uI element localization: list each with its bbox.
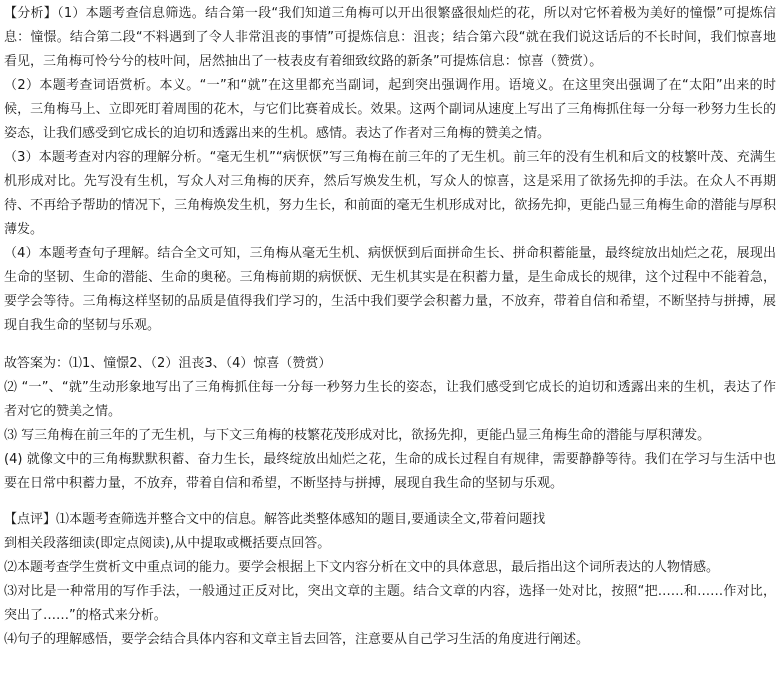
analysis-part-1: 【分析】（1）本题考查信息筛选。结合第一段“我们知道三角梅可以开出很繁盛很灿烂的花，所以对它怀着极为美好的憧憬”可提炼信息：憧憬。结合第二段“不料遇到了令人非常沮丧的事情”可提炼信息：沮丧；结合第六段“就在我们说这话后的不长时间，我们惊喜地看见，三角梅可怜兮兮的枝叶间，居然抽出了一枝表皮有着细致纹路的新条”可提炼信息：惊喜（赞赏）。 — [4, 6, 776, 69]
analysis-part-3: （3）本题考查对内容的理解分析。“毫无生机”“病恹恹”写三角梅在前三年的了无生机。前三年的没有生机和后文的枝繁叶茂、充满生机形成对比。先写没有生机，写众人对三角梅的厌弃，然后写焕发生机，写众人的惊喜，这是采用了欲扬先抑的手法。在众人不再期待、不再给予帮助的情况下，三角梅焕发生机，努力生长，和前面的毫无生机形成对比，欲扬先抑，更能凸显三角梅生命的潜能与厚积薄发。 — [4, 150, 776, 237]
answer-line-2: ⑵ “一”、“就”生动形象地写出了三角梅抓住每一分每一秒努力生长的姿态，让我们感受到它成长的迫切和透露出来的生机，表达了作者对它的赞美之情。 — [4, 380, 776, 419]
analysis-part-2: （2）本题考查词语赏析。本义。“一”和“就”在这里都充当副词，起到突出强调作用。语境义。在这里突出强调了在“太阳”出来的时候，三角梅马上、立即死盯着周围的花木，与它们比赛着成长。效果。这两个副词从速度上写出了三角梅抓住每一分每一秒努力生长的姿态，让我们感受到它成长的迫切和透露出来的生机。感情。表达了作者对三角梅的赞美之情。 — [4, 78, 776, 141]
comment-line-1a: 【点评】⑴本题考查筛选并整合文中的信息。解答此类整体感知的题目,要通读全文,带着问题找 — [4, 512, 546, 527]
section-gap — [4, 496, 776, 508]
comment-line-3: ⑶对比是一种常用的写作手法，一般通过正反对比，突出文章的主题。结合文章的内容，选择一处对比，按照“把……和……作对比，突出了……”的格式来分析。 — [4, 584, 776, 623]
answer-section — [4, 352, 776, 496]
comment-line-2: ⑵本题考查学生赏析文中重点词的能力。要学会根据上下文内容分析在文中的具体意思，最后指出这个词所表达的人物情感。 — [4, 560, 720, 575]
answer-line-3: ⑶ 写三角梅在前三年的了无生机，与下文三角梅的枝繁花茂形成对比，欲扬先抑，更能凸显三角梅生命的潜能与厚积薄发。 — [4, 428, 711, 443]
answer-line-4: (4) 就像文中的三角梅默默积蓄、奋力生长，最终绽放出灿烂之花，生命的成长过程自有规律，需要静静等待。我们在学习与生活中也要在日常中积蓄力量，不放弃，带着自信和希望，不断坚持与拼搏，展现自我生命的坚韧与乐观。 — [4, 452, 776, 491]
comment-section — [4, 508, 776, 652]
section-gap — [4, 338, 776, 352]
analysis-part-4: （4）本题考查句子理解。结合全文可知，三角梅从毫无生机、病恹恹到后面拼命生长、拼命积蓄能量，最终绽放出灿烂之花，展现出生命的坚韧、生命的潜能、生命的奥秘。三角梅前期的病恹恹、无生机其实是在积蓄力量，是生命成长的规律，这个过程中不能着急，要学会等待。三角梅这样坚韧的品质是值得我们学习的，生活中我们要学会积蓄力量，不放弃，带着自信和希望，不断坚持与拼搏，展现自我生命的坚韧与乐观。 — [4, 246, 776, 333]
comment-line-4: ⑷句子的理解感悟，要学会结合具体内容和文章主旨去回答，注意要从自己学习生活的角度进行阐述。 — [4, 632, 590, 647]
analysis-section — [4, 2, 776, 338]
comment-line-1b: 到相关段落细读(即定点阅读),从中提取或概括要点回答。 — [4, 536, 331, 551]
answer-line-1: 故答案为：⑴1、憧憬2、（2）沮丧3、（4）惊喜（赞赏） — [4, 356, 332, 371]
